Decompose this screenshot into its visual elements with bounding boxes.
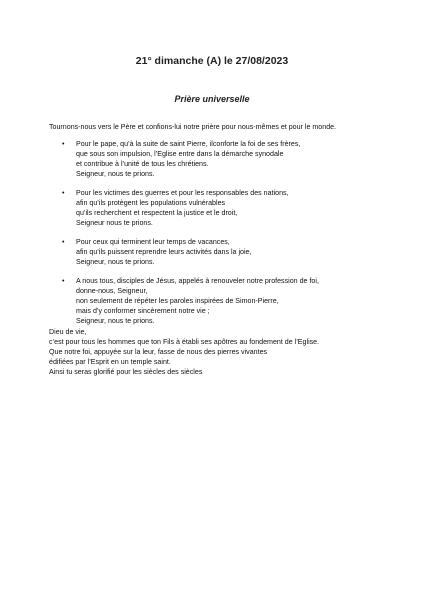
prayer-item [0,276,424,326]
prayer-item [0,139,424,179]
prayer-text [76,188,424,228]
closing-prayer [49,327,414,377]
prayer-text [76,237,424,267]
page-title: 21° dimanche (A) le 27/08/2023 [135,55,289,67]
prayer-line: afin qu’ils puissent reprendre leurs activités dans la joie, [76,248,252,256]
closing-line: Dieu de vie, [49,328,87,336]
prayer-line: Pour le pape, qu’à la suite de saint Pierre, ilconforte la foi de ses frères, [76,140,301,148]
prayer-line: et contribue à l’unité de tous les chrétiens. [76,160,209,168]
prayer-line: Pour ceux qui terminent leur temps de vacances, [76,238,230,246]
prayer-line: afin qu’ils protègent les populations vulnérables [76,199,226,207]
prayer-item [0,188,424,228]
prayer-line: Seigneur, nous te prions. [76,170,155,178]
closing-line: édifiées par l’Esprit en un temple saint. [49,358,171,366]
prayer-line: Seigneur nous te prions. [76,219,153,227]
prayer-line: Pour les victimes des guerres et pour les responsables des nations, [76,189,289,197]
prayer-line: A nous tous, disciples de Jésus, appelés à renouveler notre profession de foi, [76,277,319,285]
prayer-line: qu’ils recherchent et respectent la justice et le droit, [76,209,238,217]
closing-line: Ainsi tu seras glorifié pour les siècles des siècles [49,368,203,376]
prayer-line: que sous son impulsion, l’Eglise entre dans la démarche synodale [76,150,284,158]
prayer-line: donne-nous, Seigneur, [76,287,148,295]
page-subtitle: Prière universelle [174,94,250,104]
prayer-line: Seigneur, nous te prions. [76,317,155,325]
prayer-text [76,139,424,179]
prayer-line: mais d’y conformer sincèrement notre vie ; [76,307,210,315]
prayer-list [0,139,424,335]
bullet-icon: • [62,189,65,197]
prayer-line: non seulement de répéter les paroles inspirées de Simon-Pierre, [76,297,279,305]
bullet-icon: • [62,277,65,285]
prayer-text [76,276,424,326]
intro-paragraph: Tournons-nous vers le Père et confions-lui notre prière pour nous-mêmes et pour le monde. [49,123,337,131]
prayer-item [0,237,424,267]
bullet-icon: • [62,140,65,148]
bullet-icon: • [62,238,65,246]
prayer-line: Seigneur, nous te prions. [76,258,155,266]
closing-line: Que notre foi, appuyée sur la leur, fasse de nous des pierres vivantes [49,348,268,356]
closing-line: c’est pour tous les hommes que ton Fils à établi ses apôtres au fondement de l’Eglise. [49,338,320,346]
